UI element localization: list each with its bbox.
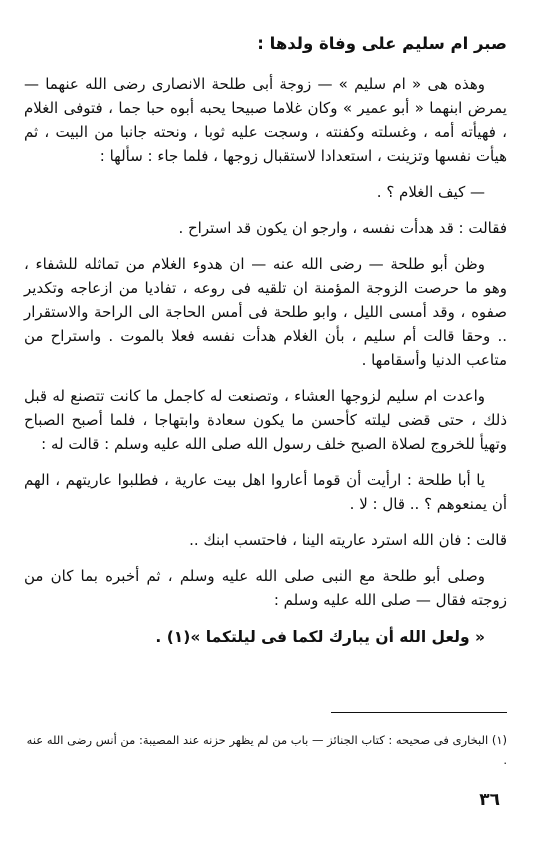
section-heading: صبر ام سليم على وفاة ولدها : xyxy=(257,34,507,53)
footnote-divider xyxy=(331,712,507,713)
question-line: — كيف الغلام ؟ . xyxy=(376,183,485,201)
page-body xyxy=(24,30,507,660)
answer-line: فقالت : قد هدأت نفسه ، وارجو ان يكون قد استراح . xyxy=(178,219,507,237)
paragraph-prophet: وصلى أبو طلحة مع النبى صلى الله عليه وسلم ، ثم أخبره بما كان من زوجته فقال — صلى الله عليه وسلم : xyxy=(24,567,507,609)
footnote: (١) البخارى فى صحيحه : كتاب الجنائز — باب من لم يظهر حزنه عند المصيبة: من أنس رضى الله عنه . xyxy=(26,733,507,767)
paragraph-question: يا أبا طلحة : ارأيت أن قوما أعاروا اهل بيت عارية ، فطلبوا عاريتهم ، الهم أن يمنعوهم ؟ .. قال : لا . xyxy=(24,471,507,513)
paragraph-abu-talha: وظن أبو طلحة — رضى الله عنه — ان هدوء الغلام من تماثله للشفاء ، وهو ما حرصت الزوجة المؤمنة ان تلقيه فى روعه ، تفاديا من ازعاجه وتكدير صفوه ، وقد أمسى الليل ، وابو طلحة فى أمس الحاجة الى الراحة والاستقرار .. وحقا قالت أم سليم ، بأن الغلام هدأت نفسه فعلا بالموت . واستراح من متاعب الدنيا وأسقامها . xyxy=(24,255,507,369)
page-number: ٣٦ xyxy=(479,790,500,810)
hadith-quote: « ولعل الله أن يبارك لكما فى ليلتكما »(١) . xyxy=(155,628,485,646)
paragraph-dinner: واعدت ام سليم لزوجها العشاء ، وتصنعت له كاجمل ما كانت تتصنع له قبل ذلك ، حتى قضى ليلته كأحسن ما يكون سعادة وابتهاجا ، فلما أصبح الصباح وتهيأ للخروج لصلاة الصبح خلف رسول الله صلى الله عليه وسلم : قالت له : xyxy=(24,387,507,453)
paragraph-reply: قالت : فان الله استرد عاريته الينا ، فاحتسب ابنك .. xyxy=(189,531,507,549)
paragraph-intro: وهذه هى « ام سليم » — زوجة أبى طلحة الانصارى رضى الله عنهما — يمرض ابنهما « أبو عمير » وكان غلاما صبيحا يحبه أبوه حبا جما ، فتوفى الغلام ، فهيأته أمه ، وغسلته وكفنته ، وسجت عليه ثوبا ، ونحته جانبا من البيت ، ثم هيأت نفسها وتزينت ، استعدادا لاستقبال زوجها ، فلما جاء : سألها : xyxy=(24,75,507,165)
